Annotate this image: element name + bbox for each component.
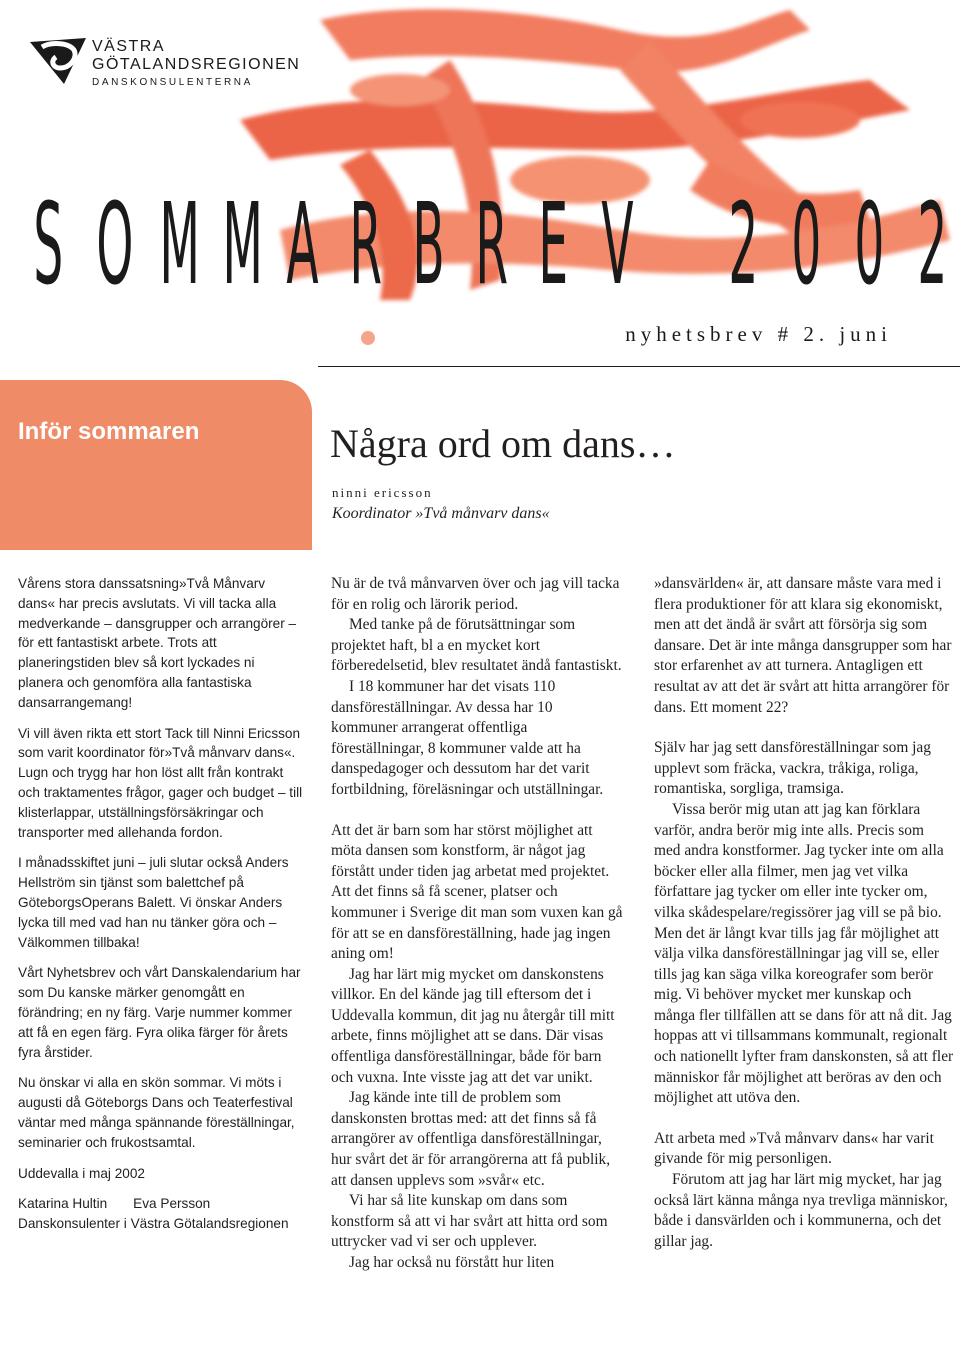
article-paragraph: Med tanke på de förutsättningar som projektet haft, bl a en mycket kort förberedelsetid, blev resultatet ändå fantastiskt. [331,616,622,675]
issue-subtitle: nyhetsbrev # 2. juni [625,322,892,346]
article-paragraph: Jag har lärt mig mycket om danskonstens villkor. En del kände jag till eftersom det i Uddevalla kommun, dit jag nu återgår till mitt arbete, finns möjlighet att se dans. Där visas offentliga dansföreställningar, både för barn och vuxna. Inte visste jag att det var unikt. [331,965,615,1086]
regional-logo-icon [28,34,90,90]
sidebar-paragraph: I månadsskiftet juni – juli slutar också Anders Hellström sin tjänst som balettchef på GöteborgsOperans Balett. Vi önskar Anders lycka till med vad han nu tänker göra och – Välkommen tillbaka! [18,855,289,950]
article-author-role: Koordinator »Två månvarv dans« [332,505,550,522]
article-paragraph: »dansvärlden« är, att dansare måste vara med i flera produktioner för att klara sig ekonomiskt, men att det ändå är svårt att försörja sig som dansare. Det är inte många dansgrupper som har stor erfarenhet av att turnera. Antagligen ett resultat av att det är svårt att hitta arrangörer för dans. Ett moment 22? [654,575,952,716]
masthead-letter: 0 [854,180,885,310]
sidebar-paragraph: Vi vill även rikta ett stort Tack till Ninni Ericsson som varit koordinator för»Två månvarv dans«. Lugn och trygg har hon löst allt från kontrakt och traktamentes frågor, gager och budget – till klisterlappar, utställningsförsäkringar och transporter med allehanda fordon. [18,725,303,840]
sidebar-signers [18,1194,303,1214]
article-paragraph: Att det är barn som har störst möjlighet att möta dansen som konstform, är något jag förstått under tiden jag arbetat med projektet. Att det finns så få scener, platser och kommuner i Sverige dit man som vuxen kan gå för att se en dansföreställning, hade jag ingen aning om! [331,821,623,963]
masthead-letter: S [33,180,64,310]
sidebar-title: Inför sommaren [18,418,200,445]
article-paragraph: Att arbeta med »Två månvarv dans« har varit givande för mig personligen. [654,1129,934,1168]
article-author: ninni ericsson [332,485,433,500]
sidebar-header-box [0,380,312,550]
sidebar-date: Uddevalla i maj 2002 [18,1165,145,1181]
article-paragraph: Själv har jag sett dansföreställningar som jag upplevt som fräcka, vackra, tråkiga, roliga, romantiska, sorgliga, tramsiga. [654,739,931,798]
masthead-letter: 0 [791,180,821,310]
logo-line-department: DANSKONSULENTERNA [92,77,253,88]
masthead-letter: M [159,180,201,310]
article-paragraph: I 18 kommuner har det visats 110 dansföreställningar. Av dessa har 10 kommuner arrangerat offentliga föreställningar, 8 kommuner valde att ha danspedagoger och dessutom har det varit fortbildning, föreläsningar och utställningar. [331,677,604,798]
signature-title: Danskonsulenter i Västra Götalandsregionen [18,1216,289,1232]
article-paragraph: Vissa berör mig utan att jag kan förklara varför, andra berör mig inte alls. Precis som med andra konstformer. Jag tycker inte om alla böcker eller alla filmer, men jag vet vilka författare jag tycker om eller inte tycker om, vilka skådespelare/regissörer jag vill se på bio. Men det är långt kvar tills jag får möjlighet att välja vilka dansföreställningar jag vill se, eller tills jag kan säga vilka koreografer som berör mig. Vi behöver mycket mer kunskap och många fler tillfällen att se dans för att nå dit. Jag hoppas att vi tillsammans kommunalt, regionalt och nationellt lyfter fram danskonsten, så att fler människor får möjlighet att beröras av den och möjlighet att utöva den. [654,800,954,1107]
masthead-letter: V [601,180,634,310]
masthead-letter: 2 [917,180,948,310]
header-divider [318,366,960,367]
masthead-letter: A [285,180,319,310]
newsletter-masthead [20,180,950,310]
sidebar-paragraph: Vårt Nyhetsbrev och vårt Danskalendarium har som Du kanske märker genomgått en förändring; en ny färg. Varje nummer kommer att få en egen färg. Fyra olika färger för årets fyra årstider. [18,965,301,1060]
masthead-letter: E [538,180,569,310]
sidebar-paragraph: Nu önskar vi alla en skön sommar. Vi möts i augusti då Göteborgs Dans och Teaterfestival väntar med många spännande föreställningar, seminarier och frukostsamtal. [18,1075,295,1150]
article-column-1 [331,574,623,1274]
article-paragraph: Jag kände inte till de problem som danskonsten brottas med: att det finns så få arrangörer av offentliga dansföreställningar, hur svårt det är för arrangörerna att få publik, att dansen upplevs som »svår« etc. [331,1089,611,1189]
masthead-letter: B [412,180,445,310]
masthead-letter: 2 [727,180,758,310]
logo-line-vastra: VÄSTRA [92,38,166,55]
article-column-2 [654,574,954,1252]
sidebar-paragraph: Vårens stora danssatsning»Två Månvarv dans« har precis avslutats. Vi vill tacka alla medverkande – dansgrupper och arrangörer – för ett fantastiskt arbete. Trots att planeringstiden blev så kort lyckades ni planera och genomföra alla fantastiska dansarrangemang! [18,576,297,710]
logo-line-region: GÖTALANDSREGIONEN [92,56,301,73]
signer-name: Eva Persson [133,1196,211,1212]
masthead-letter: O [96,180,134,310]
masthead-letter: M [222,180,264,310]
article-paragraph: Jag har också nu förstått hur liten [349,1254,555,1271]
article-paragraph: Nu är de två månvarven över och jag vill tacka för en rolig och lärorik period. [331,575,620,613]
masthead-letter: R [349,180,382,310]
masthead-letter: R [475,180,509,310]
masthead-letter [665,189,684,301]
article-title: Några ord om dans… [330,421,676,466]
article-paragraph: Förutom att jag har lärt mig mycket, har jag också lärt känna många nya trevliga människor, både i dansvärlden och i kommunerna, och det gillar jag. [654,1171,948,1250]
sidebar-body [18,574,303,1234]
signer-name: Katarina Hultin [18,1196,108,1212]
article-paragraph: Vi har så lite kunskap om dans som konstform så att vi har svårt att hitta ord som uttrycker vad vi ser och upplever. [331,1192,608,1251]
